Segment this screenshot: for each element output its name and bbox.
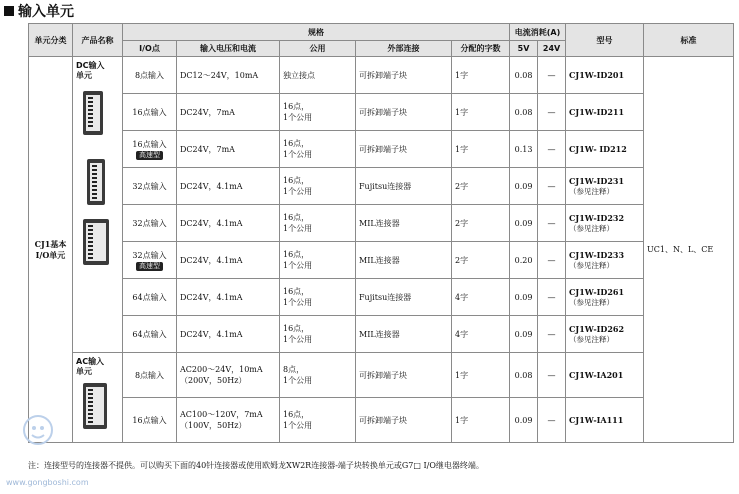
table-cell: 8点， 1个公用	[280, 353, 356, 398]
table-row	[29, 168, 734, 205]
dc-module-image-3	[83, 219, 109, 265]
table-cell: —	[538, 279, 566, 316]
header-io-points: I/O点	[123, 41, 177, 57]
table-cell: AC200～24V，10mA （200V，50Hz）	[177, 353, 280, 398]
standard-cell: UC1、N、L、CE	[644, 57, 734, 443]
table-row	[29, 57, 734, 94]
table-cell: 1字	[452, 398, 510, 443]
table-cell: MIL连接器	[356, 316, 452, 353]
table-cell: Fujitsu连接器	[356, 279, 452, 316]
table-cell: 可拆卸端子块	[356, 398, 452, 443]
table-cell: 可拆卸端子块	[356, 353, 452, 398]
table-cell: 16点输入	[123, 398, 177, 443]
dc-module-image-2	[87, 159, 105, 205]
table-cell: 16点， 1个公用	[280, 131, 356, 168]
table-cell: 独立接点	[280, 57, 356, 94]
table-cell: —	[538, 94, 566, 131]
table-row	[29, 398, 734, 443]
section-title	[4, 2, 74, 20]
table-cell: —	[538, 205, 566, 242]
table-cell: 0.09	[510, 168, 538, 205]
table-row	[29, 279, 734, 316]
header-allocated-words: 分配的字数	[452, 41, 510, 57]
table-cell: DC24V，4.1mA	[177, 242, 280, 279]
table-cell: CJ1W-ID233 （参见注释）	[566, 242, 644, 279]
table-cell: CJ1W-ID262 （参见注释）	[566, 316, 644, 353]
dc-product-cell	[73, 57, 123, 353]
high-speed-badge: 高速型	[136, 262, 163, 271]
footnote: 注：连接型号的连接器不提供。可以购买下面的40针连接器或使用欧姆龙XW2R连接器-端子块转换单元或G7□ I/O继电器终端。	[28, 461, 484, 470]
table-cell: CJ1W-ID201	[566, 57, 644, 94]
table-cell: 64点输入	[123, 279, 177, 316]
table-cell: CJ1W-IA201	[566, 353, 644, 398]
watermark-text: www.gongboshi.com	[6, 478, 89, 487]
header-model: 型号	[566, 24, 644, 57]
table-cell: 16点， 1个公用	[280, 94, 356, 131]
table-cell: 1字	[452, 353, 510, 398]
table-row	[29, 94, 734, 131]
table-cell: DC12～24V，10mA	[177, 57, 280, 94]
table-cell: 1字	[452, 57, 510, 94]
table-cell: 0.20	[510, 242, 538, 279]
table-cell: 可拆卸端子块	[356, 57, 452, 94]
table-cell: CJ1W-IA111	[566, 398, 644, 443]
table-row	[29, 131, 734, 168]
header-power-consumption: 电流消耗(A)	[510, 24, 566, 41]
table-cell: MIL连接器	[356, 242, 452, 279]
table-cell: 0.13	[510, 131, 538, 168]
table-cell: —	[538, 398, 566, 443]
table-cell: DC24V，4.1mA	[177, 279, 280, 316]
table-cell: 16点， 1个公用	[280, 279, 356, 316]
table-cell: 32点输入 高速型	[123, 242, 177, 279]
header-5v: 5V	[510, 41, 538, 57]
section-title-text: 输入单元	[18, 4, 74, 20]
ac-product-cell	[73, 353, 123, 443]
table-cell: 8点输入	[123, 353, 177, 398]
watermark-logo-icon	[20, 410, 64, 450]
table-cell: 64点输入	[123, 316, 177, 353]
table-row	[29, 353, 734, 398]
header-24v: 24V	[538, 41, 566, 57]
header-external-connection: 外部连接	[356, 41, 452, 57]
table-cell: 2字	[452, 168, 510, 205]
table-cell: 16点， 1个公用	[280, 316, 356, 353]
unit-category: CJ1基本 I/O单元	[34, 238, 67, 260]
table-cell: —	[538, 168, 566, 205]
table-cell: CJ1W-ID231 （参见注释）	[566, 168, 644, 205]
table-cell: 0.08	[510, 57, 538, 94]
table-cell: 可拆卸端子块	[356, 131, 452, 168]
table-cell: CJ1W- ID212	[566, 131, 644, 168]
table-cell: 8点输入	[123, 57, 177, 94]
table-cell: 32点输入	[123, 205, 177, 242]
table-cell: 32点输入	[123, 168, 177, 205]
table-cell: 1字	[452, 94, 510, 131]
table-cell: 0.08	[510, 353, 538, 398]
table-cell: DC24V，4.1mA	[177, 168, 280, 205]
table-cell: DC24V，7mA	[177, 94, 280, 131]
table-row	[29, 242, 734, 279]
header-common: 公用	[280, 41, 356, 57]
table-cell: CJ1W-ID232 （参见注释）	[566, 205, 644, 242]
table-cell: CJ1W-ID211	[566, 94, 644, 131]
header-input-voltage: 输入电压和电流	[177, 41, 280, 57]
table-cell: —	[538, 131, 566, 168]
table-cell: 16点输入 高速型	[123, 131, 177, 168]
table-cell: AC100～120V，7mA （100V，50Hz）	[177, 398, 280, 443]
table-cell: 4字	[452, 316, 510, 353]
table-cell: CJ1W-ID261 （参见注释）	[566, 279, 644, 316]
input-unit-spec-table	[28, 23, 734, 443]
header-spec: 规格	[123, 24, 510, 41]
table-cell: —	[538, 242, 566, 279]
table-cell: 0.09	[510, 398, 538, 443]
table-cell: 2字	[452, 242, 510, 279]
table-cell: DC24V，4.1mA	[177, 205, 280, 242]
table-cell: Fujitsu连接器	[356, 168, 452, 205]
ac-input-unit-label: AC输入 单元	[76, 357, 105, 376]
table-cell: 0.08	[510, 94, 538, 131]
table-cell: 2字	[452, 205, 510, 242]
table-cell: MIL连接器	[356, 205, 452, 242]
table-cell: —	[538, 316, 566, 353]
table-cell: 16点， 1个公用	[280, 205, 356, 242]
table-cell: 1字	[452, 131, 510, 168]
square-bullet-icon	[4, 6, 14, 16]
table-cell: 16点， 1个公用	[280, 242, 356, 279]
table-cell: 4字	[452, 279, 510, 316]
table-cell: DC24V，4.1mA	[177, 316, 280, 353]
table-cell: —	[538, 353, 566, 398]
table-cell: 16点， 1个公用	[280, 168, 356, 205]
table-cell: 0.09	[510, 279, 538, 316]
unit-category-cell	[29, 57, 73, 443]
table-cell: 0.09	[510, 205, 538, 242]
table-cell: 16点， 1个公用	[280, 398, 356, 443]
table-cell: DC24V，7mA	[177, 131, 280, 168]
header-product-name: 产品名称	[73, 24, 123, 57]
dc-input-unit-label: DC输入 单元	[76, 61, 105, 80]
dc-module-image-1	[83, 91, 103, 135]
table-row	[29, 316, 734, 353]
header-standard: 标准	[644, 24, 734, 57]
table-cell: 16点输入	[123, 94, 177, 131]
header-unit-category: 单元分类	[29, 24, 73, 57]
table-cell: 可拆卸端子块	[356, 94, 452, 131]
high-speed-badge: 高速型	[136, 151, 163, 160]
ac-module-image	[83, 383, 107, 429]
table-cell: —	[538, 57, 566, 94]
table-row	[29, 205, 734, 242]
table-cell: 0.09	[510, 316, 538, 353]
